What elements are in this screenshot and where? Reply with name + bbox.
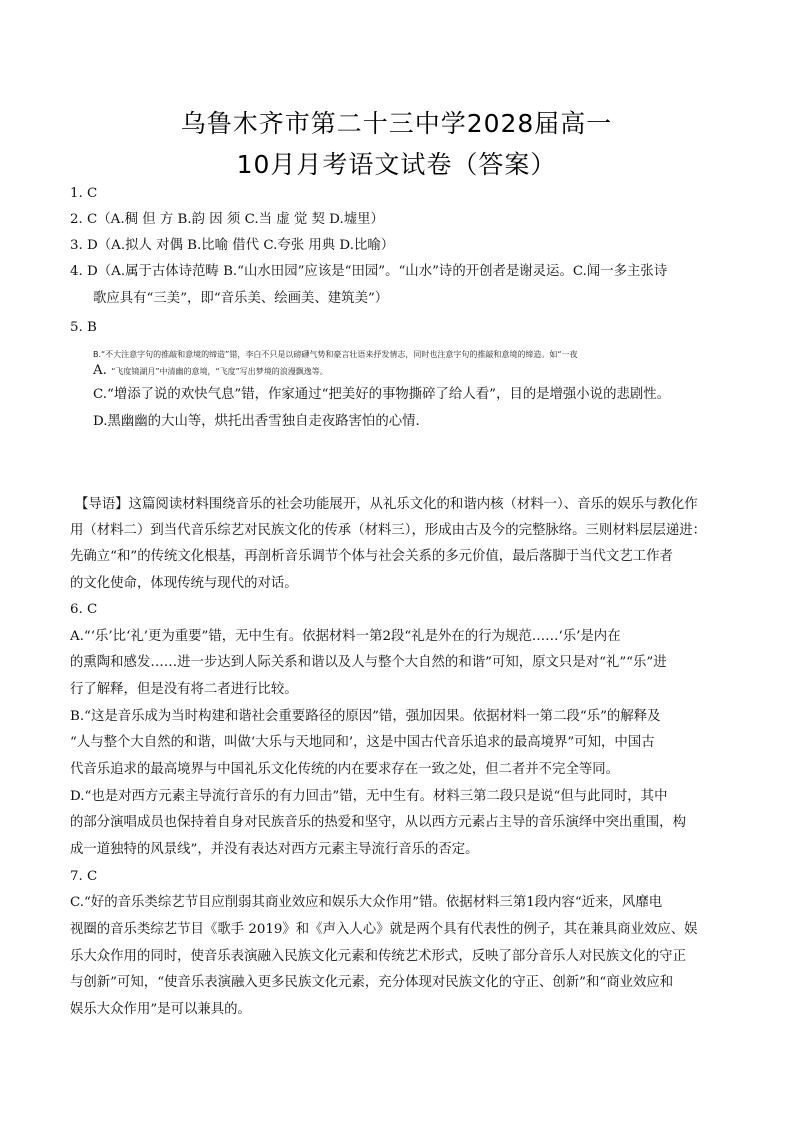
question-6-d-line1: D.“也是对西方元素主导流行音乐的有力回击”错，无中生有。材料三第二段只是说“但与此同时，其中 <box>70 789 668 804</box>
question-7-c-line5: 娱乐大众作用”是可以兼具的。 <box>70 1002 251 1017</box>
answer-2: 2. C（A.稠 但 方 B.韵 因 须 C.当 虚 觉 契 D.墟里） <box>70 212 384 227</box>
question-6-d-line2: 的部分演唱成员也保持着自身对民族音乐的热爱和坚守，从以西方元素占主导的音乐演绎中突出重围，构 <box>70 815 686 830</box>
question-6-head: 6. C <box>70 602 98 617</box>
answer-5: 5. B <box>70 320 97 335</box>
answer-5-option-c: C.“增添了说的欢快气息”错，作家通过“把美好的事物撕碎了给人看”，目的是增强小说的悲剧性。 <box>93 387 671 402</box>
answer-4-line1: 4. D（A.属于古体诗范畴 B.“山水田园”应该是“田园”。“山水”诗的开创者是谢灵运。C.闻一多主张诗 <box>70 264 668 279</box>
answer-5-option-a <box>93 362 328 381</box>
guide-line-2: 用（材料二）到当代音乐综艺对民族文化的传承（材料三），形成由古及今的完整脉络。三则材料层层递进： <box>70 523 707 538</box>
question-6-b-line1: B.“这是音乐成为当时构建和谐社会重要路径的原因”错，强加因果。依据材料一第二段“乐”的解释及 <box>70 709 661 724</box>
question-6-a-line3: 行了解释，但是没有将二者进行比较。 <box>70 682 298 697</box>
guide-line-4: 的文化使命，体现传统与现代的对话。 <box>70 576 298 591</box>
question-6-b-line3: 代音乐追求的最高境界与中国礼乐文化传统的内在要求存在一致之处，但二者并不完全等同。 <box>70 762 620 777</box>
answer-3: 3. D（A.拟人 对偶 B.比喻 借代 C.夸张 用典 D.比喻） <box>70 238 395 253</box>
question-7-c-line3: 乐大众作用的同时，使音乐表演融入民族文化元素和传统艺术形式，反映了部分音乐人对民族文化的守正 <box>70 949 686 964</box>
question-6-b-line2: “人与整个大自然的和谐，叫做‘大乐与天地同和’，这是中国古代音乐追求的最高境界”可知，中国古 <box>70 735 655 750</box>
question-7-head: 7. C <box>70 869 98 884</box>
question-7-c-line1: C.“好的音乐类综艺节目应削弱其商业效应和娱乐大众作用”错。依据材料三第1段内容“近来，风靡电 <box>70 895 663 910</box>
guide-line-3: 先确立“和”的传统文化根基，再剖析音乐调节个体与社会关系的多元价值，最后落脚于当代文艺工作者 <box>70 549 673 564</box>
document-title-line2: 10月月考语文试卷（答案） <box>236 150 557 179</box>
answer-5-option-b-note: B.“不大注意字句的推敲和意境的缔造”错，李白不只是以磅礴气势和豪言壮语来抒发情志，同时也注意字句的推敲和意境的缔造。如“一夜 <box>93 350 578 359</box>
answer-4-line2: 歌应具有“三美”，即“音乐美、绘画美、建筑美”） <box>93 291 389 306</box>
question-7-c-line4: 与创新”可知，“使音乐表演融入更多民族文化元素，充分体现对民族文化的守正、创新”和“商业效应和 <box>70 975 674 990</box>
question-6-d-line3: 成一道独特的风景线”，并没有表达对西方元素主导流行音乐的否定。 <box>70 842 479 857</box>
question-6-a-line1: A.“‘乐’比‘礼’更为重要”错，无中生有。依据材料一第2段“礼是外在的行为规范……‘乐’是内在 <box>70 629 621 644</box>
document-title-line1: 乌鲁木齐市第二十三中学2028届高一 <box>180 109 613 138</box>
guide-line-1: 【导语】这篇阅读材料围绕音乐的社会功能展开，从礼乐文化的和谐内核（材料一）、音乐的娱乐与教化作 <box>75 497 698 512</box>
answer-5-option-a-note: “飞度镜湖月”中清幽的意境，“飞度”写出梦境的浪漫飘逸等。 <box>111 367 328 376</box>
answer-5-option-d: D.黑幽幽的大山等，烘托出香雪独自走夜路害怕的心情. <box>93 414 420 429</box>
question-6-a-line2: 的熏陶和感发……进一步达到人际关系和谐以及人与整个大自然的和谐”可知，原文只是对“礼”“乐”进 <box>70 655 667 670</box>
answer-1: 1. C <box>70 186 98 201</box>
answer-5-option-a-prefix: A. <box>93 363 107 378</box>
question-7-c-line2: 视圈的音乐类综艺节目《歌手 2019》和《声入人心》就是两个具有代表性的例子，其在兼具商业效应、娱 <box>70 922 698 937</box>
